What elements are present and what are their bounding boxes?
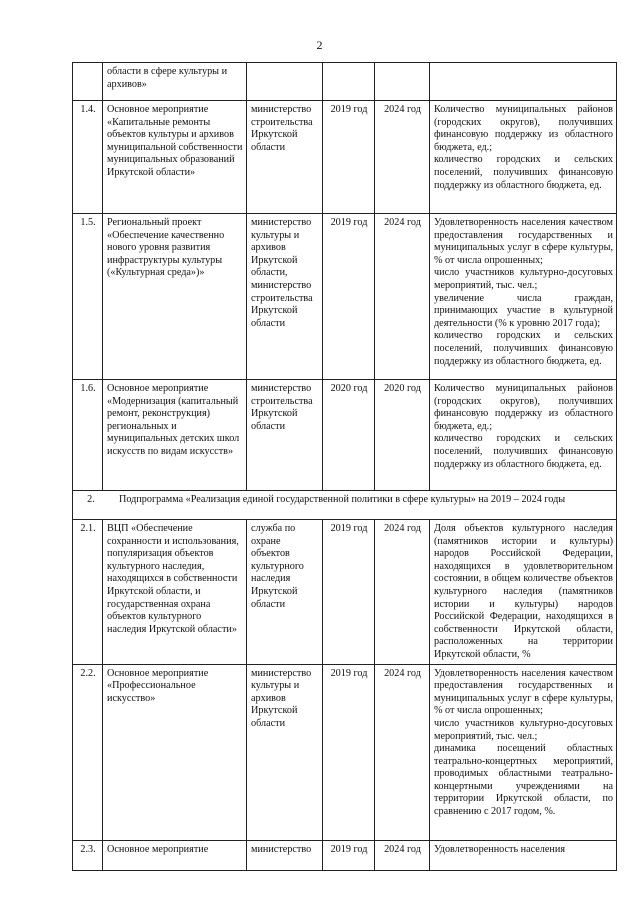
indicators-cell bbox=[430, 664, 617, 840]
end-year-cell: 2024 год bbox=[375, 214, 430, 380]
start-year-cell: 2019 год bbox=[323, 840, 375, 870]
table-row bbox=[73, 214, 617, 380]
indicator-text: Удовлетворенность населения качеством предоставления государственных и муниципальных услуг в сфере культуры, % от числа опрошенных; bbox=[434, 217, 613, 266]
activity-name-cell: области в сфере культуры и архивов» bbox=[103, 63, 247, 101]
start-year-cell: 2019 год bbox=[323, 664, 375, 840]
end-year-cell: 2020 год bbox=[375, 380, 430, 491]
indicator-text: Количество муниципальных районов (городских округов), получивших финансовую поддержку из областного бюджета, ед.; bbox=[434, 104, 613, 153]
subprogram-cell bbox=[73, 491, 617, 520]
row-number-cell: 1.6. bbox=[73, 380, 103, 491]
start-year-cell: 2019 год bbox=[323, 101, 375, 214]
table-row bbox=[73, 101, 617, 214]
indicators-cell bbox=[430, 214, 617, 380]
indicator-text: Количество муниципальных районов (городских округов), получивших финансовую поддержку из областного бюджета, ед.; bbox=[434, 383, 613, 432]
subprogram-title: Подпрограмма «Реализация единой государственной политики в сфере культуры» на 2019 – 2024 годы bbox=[119, 494, 566, 505]
responsible-body-cell: служба по охране объектов культурного наследия Иркутской области bbox=[247, 520, 323, 665]
start-year-cell: 2020 год bbox=[323, 380, 375, 491]
start-year-cell: 2019 год bbox=[323, 520, 375, 665]
indicator-text: Удовлетворенность населения качеством предоставления государственных и муниципальных услуг в сфере культуры, % от числа опрошенных; bbox=[434, 667, 613, 717]
indicator-text: число участников культурно-досуговых мероприятий, тыс. чел.; bbox=[434, 717, 613, 742]
indicator-text: количество городских и сельских поселений, получивших финансовую поддержку из областного бюджета, ед. bbox=[434, 154, 613, 191]
indicator-text: динамика посещений областных театрально-концертных мероприятий, проводимых областными театрально-концертными учреждениями на территории Иркутской области, по сравнению с 2017 годом, %. bbox=[434, 743, 613, 818]
indicators-cell bbox=[430, 101, 617, 214]
end-year-cell bbox=[375, 63, 430, 101]
responsible-body-cell bbox=[247, 63, 323, 101]
responsible-body-cell: министерство bbox=[247, 840, 323, 870]
row-number-cell: 1.4. bbox=[73, 101, 103, 214]
page-number: 2 bbox=[316, 38, 323, 52]
activity-name-cell: Региональный проект «Обеспечение качественно нового уровня развития инфраструктуры культуры («Культурная среда»)» bbox=[103, 214, 247, 380]
start-year-cell bbox=[323, 63, 375, 101]
indicator-text: количество городских и сельских поселений, получивших финансовую поддержку из областного бюджета, ед. bbox=[434, 433, 613, 470]
row-number-cell: 1.5. bbox=[73, 214, 103, 380]
start-year-cell: 2019 год bbox=[323, 214, 375, 380]
row-number-cell: 2.1. bbox=[73, 520, 103, 665]
table-row bbox=[73, 380, 617, 491]
activity-name-cell: ВЦП «Обеспечение сохранности и использования, популяризация объектов культурного наследия, находящихся в собственности Иркутской области, и государственная охрана объектов культурного наследия Иркутской области» bbox=[103, 520, 247, 665]
end-year-cell: 2024 год bbox=[375, 664, 430, 840]
indicator-text: число участников культурно-досуговых мероприятий, тыс. чел.; bbox=[434, 267, 613, 291]
row-number-cell: 2.3. bbox=[73, 840, 103, 870]
indicator-text: Удовлетворенность населения bbox=[434, 843, 565, 855]
indicators-cell bbox=[430, 380, 617, 491]
indicator-text: количество городских и сельских поселений, получивших финансовую поддержку из областного бюджета, ед. bbox=[434, 330, 613, 367]
end-year-cell: 2024 год bbox=[375, 840, 430, 870]
indicator-text: Доля объектов культурного наследия (памятников истории и культуры) народов Российской Федерации, находящихся в удовлетворительном состоянии, в общем количестве объектов культурного наследия (памятников истории и культуры) народов Российской Федерации, находящихся в собственности Иркутской области, расположенных на территории Иркутской области, % bbox=[434, 523, 613, 660]
responsible-body-cell: министерство строительства Иркутской области bbox=[247, 101, 323, 214]
responsible-body-cell: министерство культуры и архивов Иркутской области, министерство строительства Иркутской области bbox=[247, 214, 323, 380]
end-year-cell: 2024 год bbox=[375, 101, 430, 214]
row-number-cell: 2.2. bbox=[73, 664, 103, 840]
activity-name-cell: Основное мероприятие «Капитальные ремонты объектов культуры и архивов муниципальной собственности муниципальных образований Иркутской области» bbox=[103, 101, 247, 214]
table-row bbox=[73, 840, 617, 870]
row-number-cell bbox=[73, 63, 103, 101]
program-activities-table bbox=[72, 62, 617, 871]
activity-name-cell: Основное мероприятие bbox=[103, 840, 247, 870]
indicator-text: увеличение числа граждан, принимающих участие в культурной деятельности (% к уровню 2017 года); bbox=[434, 292, 613, 329]
table-row bbox=[73, 63, 617, 101]
end-year-cell: 2024 год bbox=[375, 520, 430, 665]
activity-name-cell: Основное мероприятие «Профессиональное искусство» bbox=[103, 664, 247, 840]
responsible-body-cell: министерство строительства Иркутской области bbox=[247, 380, 323, 491]
responsible-body-cell: министерство культуры и архивов Иркутской области bbox=[247, 664, 323, 840]
indicators-cell bbox=[430, 520, 617, 665]
indicators-cell bbox=[430, 63, 617, 101]
table-row bbox=[73, 664, 617, 840]
activity-name-cell: Основное мероприятие «Модернизация (капитальный ремонт, реконструкция) региональных и муниципальных детских школ искусств по видам искусств» bbox=[103, 380, 247, 491]
table-row bbox=[73, 520, 617, 665]
subprogram-number: 2. bbox=[87, 494, 95, 505]
subprogram-row bbox=[73, 491, 617, 520]
indicators-cell bbox=[430, 840, 617, 870]
